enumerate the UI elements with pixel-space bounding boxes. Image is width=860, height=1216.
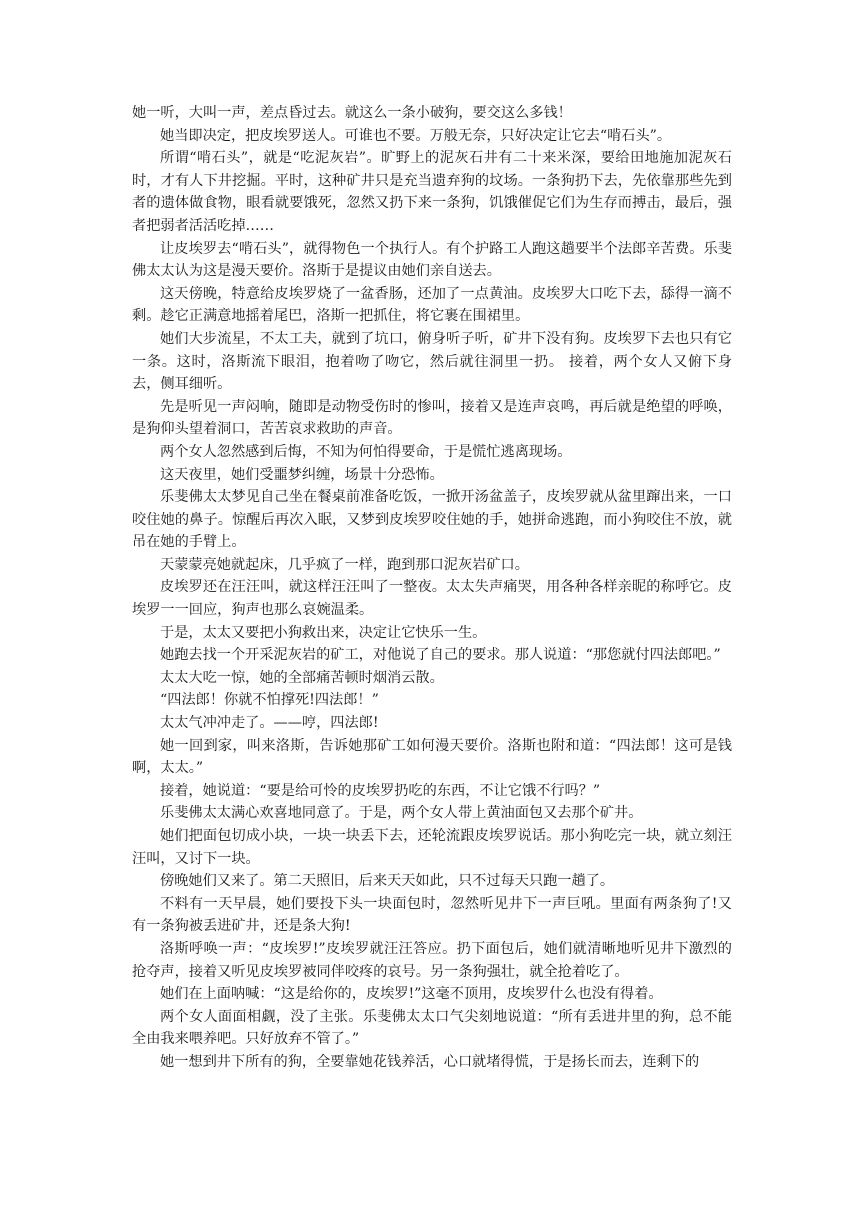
article-body — [132, 102, 732, 1074]
paragraph: 让皮埃罗去“啃石头”，就得物色一个执行人。有个护路工人跑这趟要半个法郎辛苦费。乐斐佛太太认为这是漫天要价。洛斯于是提议由她们亲自送去。 — [132, 240, 732, 280]
paragraph: 她们把面包切成小块，一块一块丢下去，还轮流跟皮埃罗说话。那小狗吃完一块，就立刻汪汪叫，又讨下一块。 — [132, 828, 732, 867]
paragraph: 不料有一天早晨，她们要投下头一块面包时，忽然听见井下一声巨吼。里面有两条狗了!又有一条狗被丢进矿井，还是条大狗! — [132, 895, 732, 935]
paragraph: 这天傍晚，特意给皮埃罗烧了一盆香肠，还加了一点黄油。皮埃罗大口吃下去，舔得一滴不剩。趁它正满意地摇着尾巴，洛斯一把抓住，将它裹在围裙里。 — [132, 285, 732, 325]
paragraph: 于是，太太又要把小狗救出来，决定让它快乐一生。 — [160, 624, 487, 641]
paragraph: 她们大步流星，不太工夫，就到了坑口，俯身听子听，矿井下没有狗。皮埃罗下去也只有它一条。这时，洛斯流下眼泪，抱着吻了吻它，然后就往洞里一扔。 接着，两个女人又俯下身去，侧耳细听。 — [132, 330, 732, 393]
paragraph: 她一听，大叫一声，差点昏过去。就这么一条小破狗，要交这么多钱！ — [132, 105, 572, 121]
paragraph: 这天夜里，她们受噩梦纠缠，场景十分恐怖。 — [160, 466, 444, 483]
paragraph: 接着，她说道：“要是给可怜的皮埃罗扔吃的东西，不让它饿不行吗？” — [160, 782, 601, 799]
paragraph: 她一想到井下所有的狗，全要靠她花钱养活，心口就堵得慌，于是扬长而去，连剩下的 — [160, 1053, 700, 1070]
paragraph: 她一回到家，叫来洛斯，告诉她那矿工如何漫天要价。洛斯也附和道：“四法郎！这可是钱啊，太太。” — [132, 737, 732, 777]
paragraph: 她跑去找一个开采泥灰岩的矿工，对他说了自己的要求。那人说道：“那您就付四法郎吧。” — [160, 647, 721, 664]
paragraph: “四法郎！你就不怕撑死!四法郎！” — [160, 692, 379, 709]
paragraph: 傍晚她们又来了。第二天照旧，后来天天如此，只不过每天只跑一趟了。 — [160, 873, 615, 890]
paragraph: 所谓“啃石头”，就是“吃泥灰岩”。旷野上的泥灰石井有二十来米深，要给田地施加泥灰石时，才有人下井挖掘。平时，这种矿井只是充当遗弃狗的坟场。一条狗扔下去，先依靠那些先到者的遗体做食物，眼看就要饿死，忽然又扔下来一条狗，饥饿催促它们为生存而搏击，最后，强者把弱者活活吃掉…… — [132, 150, 732, 234]
paragraph: 乐斐佛太太满心欢喜地同意了。于是，两个女人带上黄油面包又去那个矿井。 — [160, 805, 643, 822]
paragraph: 太太大吃一惊，她的全部痛苦顿时烟消云散。 — [160, 669, 444, 686]
paragraph: 她们在上面呐喊：“这是给你的，皮埃罗!”这毫不顶用，皮埃罗什么也没有得着。 — [160, 986, 663, 1003]
paragraph: 两个女人面面相觑，没了主张。乐斐佛太太口气尖刻地说道：“所有丢进井里的狗，总不能全由我来喂养吧。只好放弃不管了。” — [132, 1008, 732, 1048]
paragraph: 太太气冲冲走了。——哼，四法郎! — [160, 715, 379, 732]
paragraph: 天蒙蒙亮她就起床，几乎疯了一样，跑到那口泥灰岩矿口。 — [160, 556, 529, 573]
paragraph: 先是听见一声闷响，随即是动物受伤时的惨叫，接着又是连声哀鸣，再后就是绝望的呼唤，是狗仰头望着洞口，苦苦哀求救助的声音。 — [132, 398, 732, 438]
paragraph: 洛斯呼唤一声：“皮埃罗!”皮埃罗就汪汪答应。扔下面包后，她们就清晰地听见井下激烈的抢夺声，接着又听见皮埃罗被同伴咬疼的哀号。另一条狗强壮，就全抢着吃了。 — [132, 940, 732, 980]
paragraph: 皮埃罗还在汪汪叫，就这样汪汪叫了一整夜。太太失声痛哭，用各种各样亲昵的称呼它。皮埃罗一一回应，狗声也那么哀婉温柔。 — [132, 579, 732, 619]
paragraph: 她当即决定，把皮埃罗送人。可谁也不要。万般无奈，只好决定让它去“啃石头”。 — [160, 127, 672, 144]
paragraph: 两个女人忽然感到后悔，不知为何怕得要命，于是慌忙逃离现场。 — [160, 443, 572, 460]
paragraph: 乐斐佛太太梦见自己坐在餐桌前准备吃饭，一掀开汤盆盖子，皮埃罗就从盆里蹿出来，一口咬住她的鼻子。惊醒后再次入眠，又梦到皮埃罗咬住她的手，她拼命逃跑，而小狗咬住不放，就吊在她的手臂上。 — [132, 489, 732, 551]
